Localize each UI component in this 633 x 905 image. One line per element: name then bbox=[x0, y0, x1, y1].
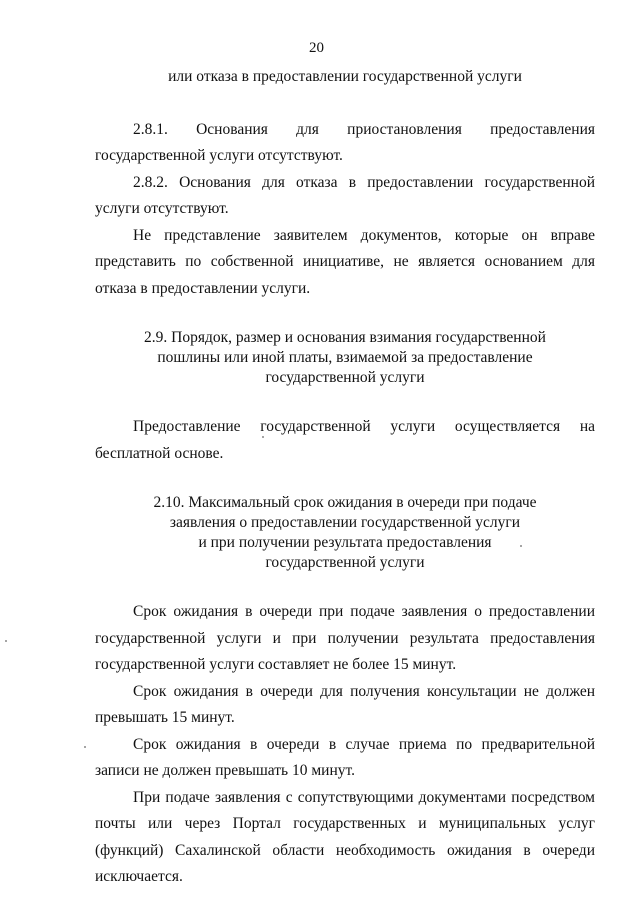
paragraph-wait-appointment: Срок ожидания в очереди в случае приема по предварительной записи не должен превышать 10 минут. bbox=[95, 735, 595, 779]
heading-continuation: или отказа в предоставлении государственной услуги bbox=[168, 68, 522, 85]
section-heading-line: заявления о предоставлении государственной услуги bbox=[169, 514, 521, 531]
paragraph-mail-portal: При подаче заявления с сопутствующими документами посредством почты или через Портал государственных и муниципальных услуг (функций) Сахалинской области необходимость ожидания в очереди исключается. bbox=[95, 788, 595, 885]
section-heading-line: 2.9. Порядок, размер и основания взимания государственной bbox=[144, 329, 546, 346]
paragraph-wait-submission: Срок ожидания в очереди при подаче заявления о предоставлении государственной услуги и при получении результата предоставления государственной услуги составляет не более 15 минут. bbox=[95, 603, 595, 673]
section-heading-line: пошлины или иной платы, взимаемой за предоставление bbox=[157, 349, 533, 366]
paragraph-fee: Предоставление государственной услуги осуществляется на бесплатной основе. bbox=[95, 418, 595, 462]
page-number: 20 bbox=[309, 40, 324, 56]
paragraph-documents-note: Не представление заявителем документов, которые он вправе представить по собственной инициативе, не является основанием для отказа в предоставлении услуги. bbox=[95, 226, 595, 297]
section-heading-line: государственной услуги bbox=[265, 554, 425, 571]
document-body bbox=[95, 64, 595, 891]
section-2-9-heading bbox=[95, 328, 595, 388]
paragraph-2-8-1: 2.8.1. Основания для приостановления предоставления государственной услуги отсутствуют. bbox=[95, 120, 595, 164]
section-2-10-heading bbox=[95, 493, 595, 573]
paragraph-2-8-2: 2.8.2. Основания для отказа в предоставлении государственной услуги отсутствуют. bbox=[95, 173, 595, 217]
section-heading-line: государственной услуги bbox=[265, 369, 425, 386]
section-heading-line: и при получении результата предоставления bbox=[198, 534, 492, 551]
section-heading-line: 2.10. Максимальный срок ожидания в очереди при подаче bbox=[153, 494, 537, 511]
paragraph-wait-consultation: Срок ожидания в очереди для получения консультации не должен превышать 15 минут. bbox=[95, 682, 595, 726]
